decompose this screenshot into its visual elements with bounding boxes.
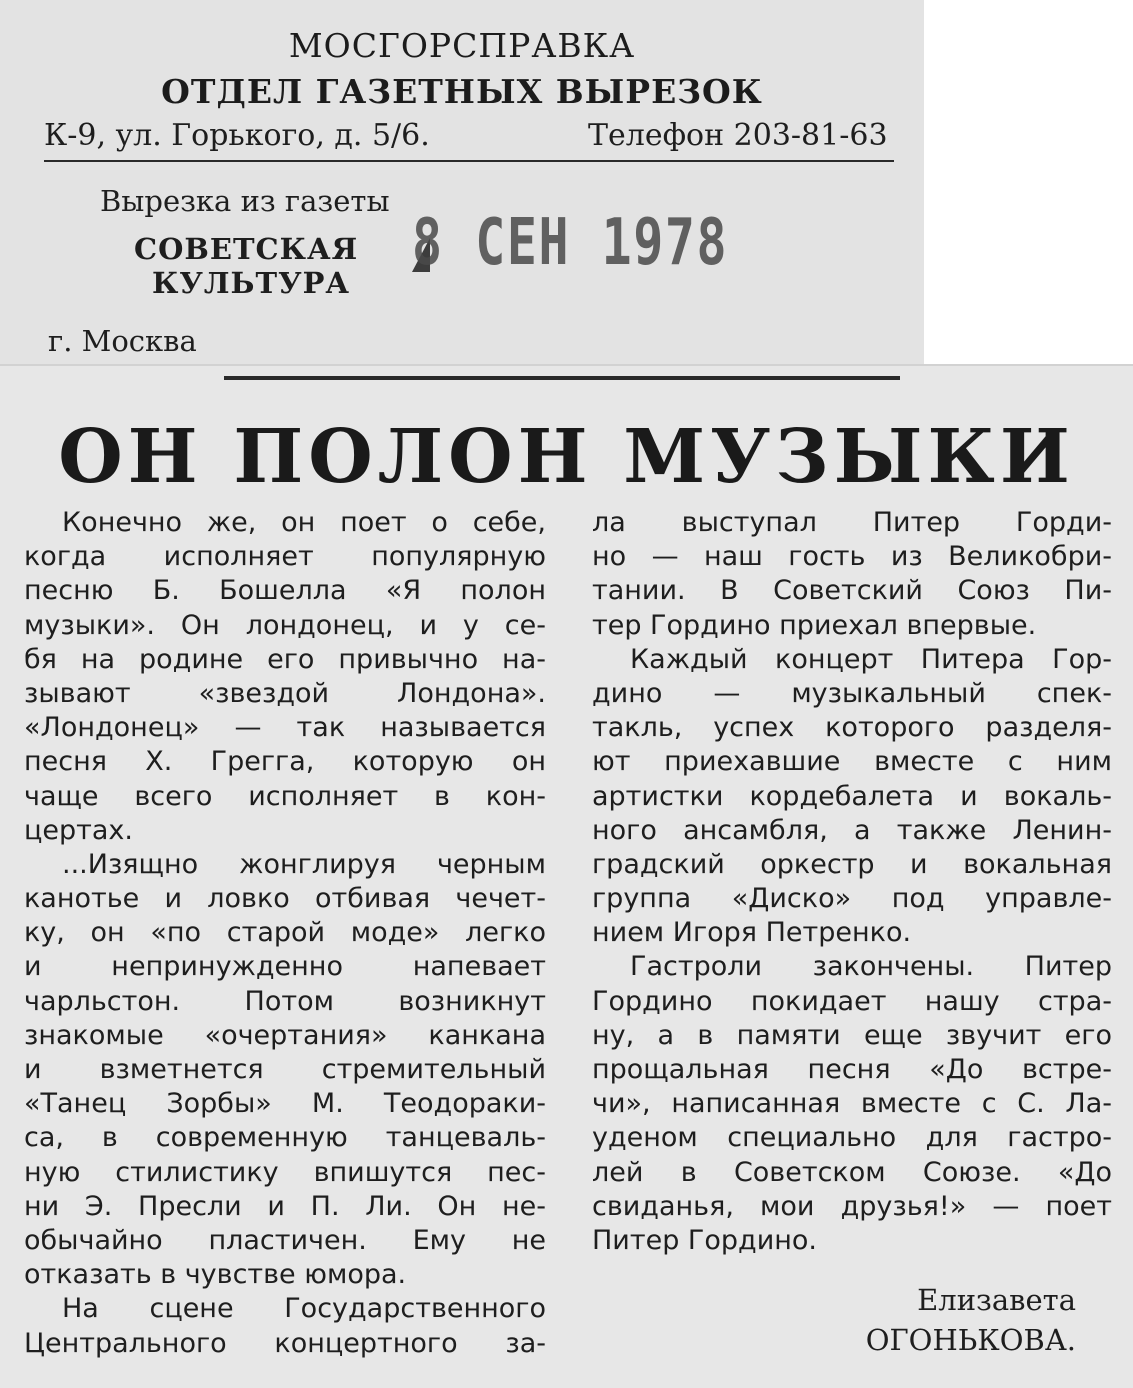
clipping-bureau-header: [0, 0, 924, 372]
newspaper-name-line-2: КУЛЬТУРА: [152, 266, 351, 300]
article-line: ного ансамбля, а также Ленин-: [592, 814, 1112, 846]
article-line: чарльстон. Потом возникнут: [24, 985, 546, 1017]
bureau-name: МОСГОРСПРАВКА: [288, 26, 636, 65]
article-line: «Танец Зорбы» М. Теодораки-: [24, 1088, 546, 1120]
article-top-rule: [224, 376, 900, 380]
header-divider: [44, 160, 894, 162]
article-line: тании. В Советский Союз Пи-: [592, 575, 1112, 607]
article-line: и взметнется стремительный: [24, 1054, 546, 1085]
article-line: бя на родине его привычно на-: [24, 643, 546, 675]
article-line: ...Изящно жонглируя черным: [62, 848, 546, 880]
article-line: когда исполняет популярную: [24, 541, 546, 573]
article-line: Гастроли закончены. Питер: [630, 951, 1112, 983]
article-line: дино — музыкальный спек-: [592, 677, 1112, 709]
article-line: песню Б. Бошелла «Я полон: [24, 575, 546, 607]
article-column-right: [592, 506, 1112, 1258]
article-line: цертах.: [24, 814, 133, 846]
article-byline: [776, 1280, 1076, 1360]
department-name: ОТДЕЛ ГАЗЕТНЫХ ВЫРЕЗОК: [161, 72, 763, 111]
article-line: но — наш гость из Великобри-: [592, 541, 1112, 573]
date-stamp: 8 СЕН 1978: [412, 206, 729, 280]
article-line: чаще всего исполняет в кон-: [24, 780, 546, 812]
article-line: свиданья, мои друзья!» — поет: [592, 1190, 1112, 1222]
article-line: музыки». Он лондонец, и у се-: [24, 609, 546, 641]
article-line: обычайно пластичен. Ему не: [24, 1224, 546, 1256]
article-line: ют приехавшие вместе с ним: [592, 746, 1112, 778]
article-line: канотье и ловко отбивая чечет-: [24, 883, 546, 915]
article-line: ла выступал Питер Горди-: [592, 507, 1112, 538]
article-line: Конечно же, он поет о себе,: [62, 507, 546, 538]
article-line: артистки кордебалета и вокаль-: [592, 780, 1112, 812]
article-line: и непринужденно напевает: [24, 951, 546, 983]
newspaper-name-line-1: СОВЕТСКАЯ: [134, 232, 359, 266]
article-line: знакомые «очертания» канкана: [24, 1019, 546, 1051]
author-first-name: Елизавета: [917, 1283, 1076, 1317]
article-line: песня Х. Грегга, которую он: [24, 746, 546, 778]
bureau-phone: Телефон 203-81-63: [588, 118, 888, 153]
city-label: г. Москва: [48, 324, 197, 358]
article-line: тер Гордино приехал впервые.: [592, 609, 1037, 641]
article-headline: ОН ПОЛОН МУЗЫКИ: [58, 414, 1075, 500]
article-line: На сцене Государственного: [62, 1293, 546, 1325]
article-line: ни Э. Пресли и П. Ли. Он не-: [24, 1190, 546, 1222]
article-line: са, в современную танцеваль-: [24, 1122, 546, 1154]
article-line: зывают «звездой Лондона».: [24, 677, 546, 709]
author-last-name: ОГОНЬКОВА.: [865, 1323, 1076, 1357]
article-line: Каждый концерт Питера Гор-: [630, 643, 1112, 675]
article-line: градский оркестр и вокальная: [592, 848, 1112, 880]
article-line: уденом специально для гастро-: [592, 1122, 1112, 1154]
article-line: такль, успех которого разделя-: [592, 712, 1112, 744]
article-line: Центрального концертного за-: [24, 1327, 546, 1359]
article-line: отказать в чувстве юмора.: [24, 1259, 407, 1291]
article-line: группа «Диско» под управле-: [592, 883, 1112, 915]
article-line: лей в Советском Союзе. «До: [592, 1156, 1112, 1188]
article-column-left: [24, 506, 546, 1361]
article-line: Гордино покидает нашу стра-: [592, 985, 1112, 1017]
article-line: ную стилистику впишутся пес-: [24, 1156, 546, 1188]
article-line: «Лондонец» — так называется: [24, 712, 546, 744]
article-line: ну, а в памяти еще звучит его: [592, 1019, 1112, 1051]
article-line: нием Игоря Петренко.: [592, 917, 912, 949]
article-line: ку, он «по старой моде» легко: [24, 917, 546, 949]
article-line: чи», написанная вместе с С. Ла-: [592, 1088, 1112, 1120]
bureau-address: К-9, ул. Горького, д. 5/6.: [44, 118, 430, 153]
article-line: прощальная песня «До встре-: [592, 1054, 1112, 1085]
article-line: Питер Гордино.: [592, 1224, 818, 1256]
source-label: Вырезка из газеты: [100, 184, 390, 218]
